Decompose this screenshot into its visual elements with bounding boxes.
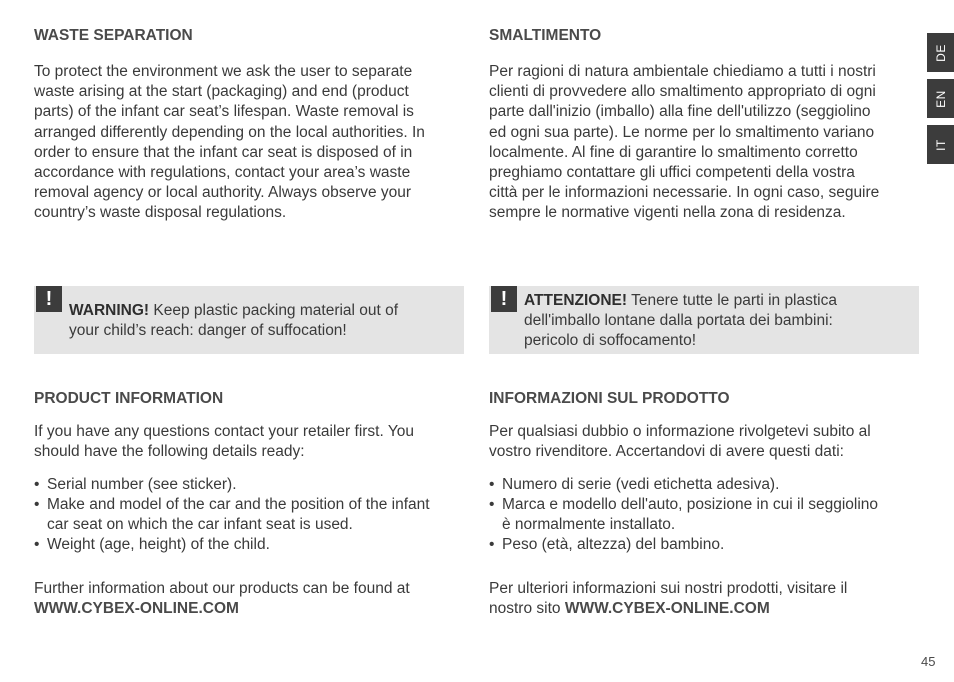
informazioni-prodotto-heading: INFORMAZIONI SUL PRODOTTO xyxy=(489,390,730,407)
tab-it[interactable]: IT xyxy=(927,125,954,164)
attenzione-label: ATTENZIONE! xyxy=(524,292,628,309)
list-item: • Weight (age, height) of the child. xyxy=(34,536,270,553)
waste-separation-heading: WASTE SEPARATION xyxy=(34,27,193,44)
exclamation-icon: ! xyxy=(36,286,62,312)
bullet-icon: • xyxy=(34,476,40,493)
warning-text: WARNING! Keep plastic packing material out of your child’s reach: danger of suffocation! xyxy=(69,302,399,340)
attenzione-text: ATTENZIONE! Tenere tutte le parti in plastica dell'imballo lontane dalla portata dei bambini: pericolo di soffocamento! xyxy=(524,292,837,350)
exclamation-icon: ! xyxy=(491,286,517,312)
warning-label: WARNING! xyxy=(69,302,150,319)
further-information-text: Further information about our products can be found at WWW.CYBEX-ONLINE.COM xyxy=(34,580,410,618)
page-number: 45 xyxy=(921,654,936,669)
product-details-list xyxy=(34,475,464,555)
smaltimento-heading: SMALTIMENTO xyxy=(489,27,602,44)
tab-en[interactable]: EN xyxy=(927,79,954,118)
website-link[interactable]: WWW.CYBEX-ONLINE.COM xyxy=(34,600,239,618)
ulteriori-informazioni-text: Per ulteriori informazioni sui nostri prodotti, visitare il nostro sito WWW.CYBEX-ONLINE.COM xyxy=(489,580,848,618)
website-link[interactable]: WWW.CYBEX-ONLINE.COM xyxy=(564,600,770,618)
bullet-icon: • xyxy=(489,496,495,513)
list-item: • Make and model of the car and the position of the infant car seat on which the car infant seat is used. xyxy=(34,496,430,533)
attenzione-box xyxy=(489,286,919,354)
warning-box xyxy=(34,286,464,354)
dati-prodotto-list xyxy=(489,475,919,555)
product-information-intro: If you have any questions contact your retailer first. You should have the following details ready: xyxy=(34,423,414,461)
informazioni-prodotto-intro: Per qualsiasi dubbio o informazione rivolgetevi subito al vostro rivenditore. Accertandovi di avere questi dati: xyxy=(489,423,871,461)
product-information-heading: PRODUCT INFORMATION xyxy=(34,390,224,407)
list-item: • Serial number (see sticker). xyxy=(34,476,237,493)
list-item: • Numero di serie (vedi etichetta adesiva). xyxy=(489,476,780,493)
list-item: • Peso (età, altezza) del bambino. xyxy=(489,536,725,553)
list-item: • Marca e modello dell'auto, posizione in cui il seggiolino è normalmente installato. xyxy=(489,496,879,533)
bullet-icon: • xyxy=(489,536,495,553)
waste-separation-text: To protect the environment we ask the user to separate waste arising at the start (packaging) and end (product parts) of the infant car seat’s lifespan. Waste removal is arranged differently depending on the local authorities. In order to ensure that the infant car seat is disposed of in accordance with regulations, contact your area’s waste removal agency or local authority. Always observe your country’s waste disposal regulations. xyxy=(34,63,425,222)
bullet-icon: • xyxy=(34,496,40,513)
bullet-icon: • xyxy=(34,536,40,553)
smaltimento-text: Per ragioni di natura ambientale chiediamo a tutti i nostri clienti di provvedere allo smaltimento appropriato di ogni parte dall'inizio (imballo) alla fine dell'utilizzo (seggiolino ed ogni sua parte). Le norme per lo smaltimento variano localmente. Al fine di garantire lo smaltimento corretto preghiamo contattare gli uffici competenti della vostra città per le informazioni necessarie. In ogni caso, seguire sempre le normative vigenti nella zona di residenza. xyxy=(489,63,880,222)
tab-de[interactable]: DE xyxy=(927,33,954,72)
bullet-icon: • xyxy=(489,476,495,493)
